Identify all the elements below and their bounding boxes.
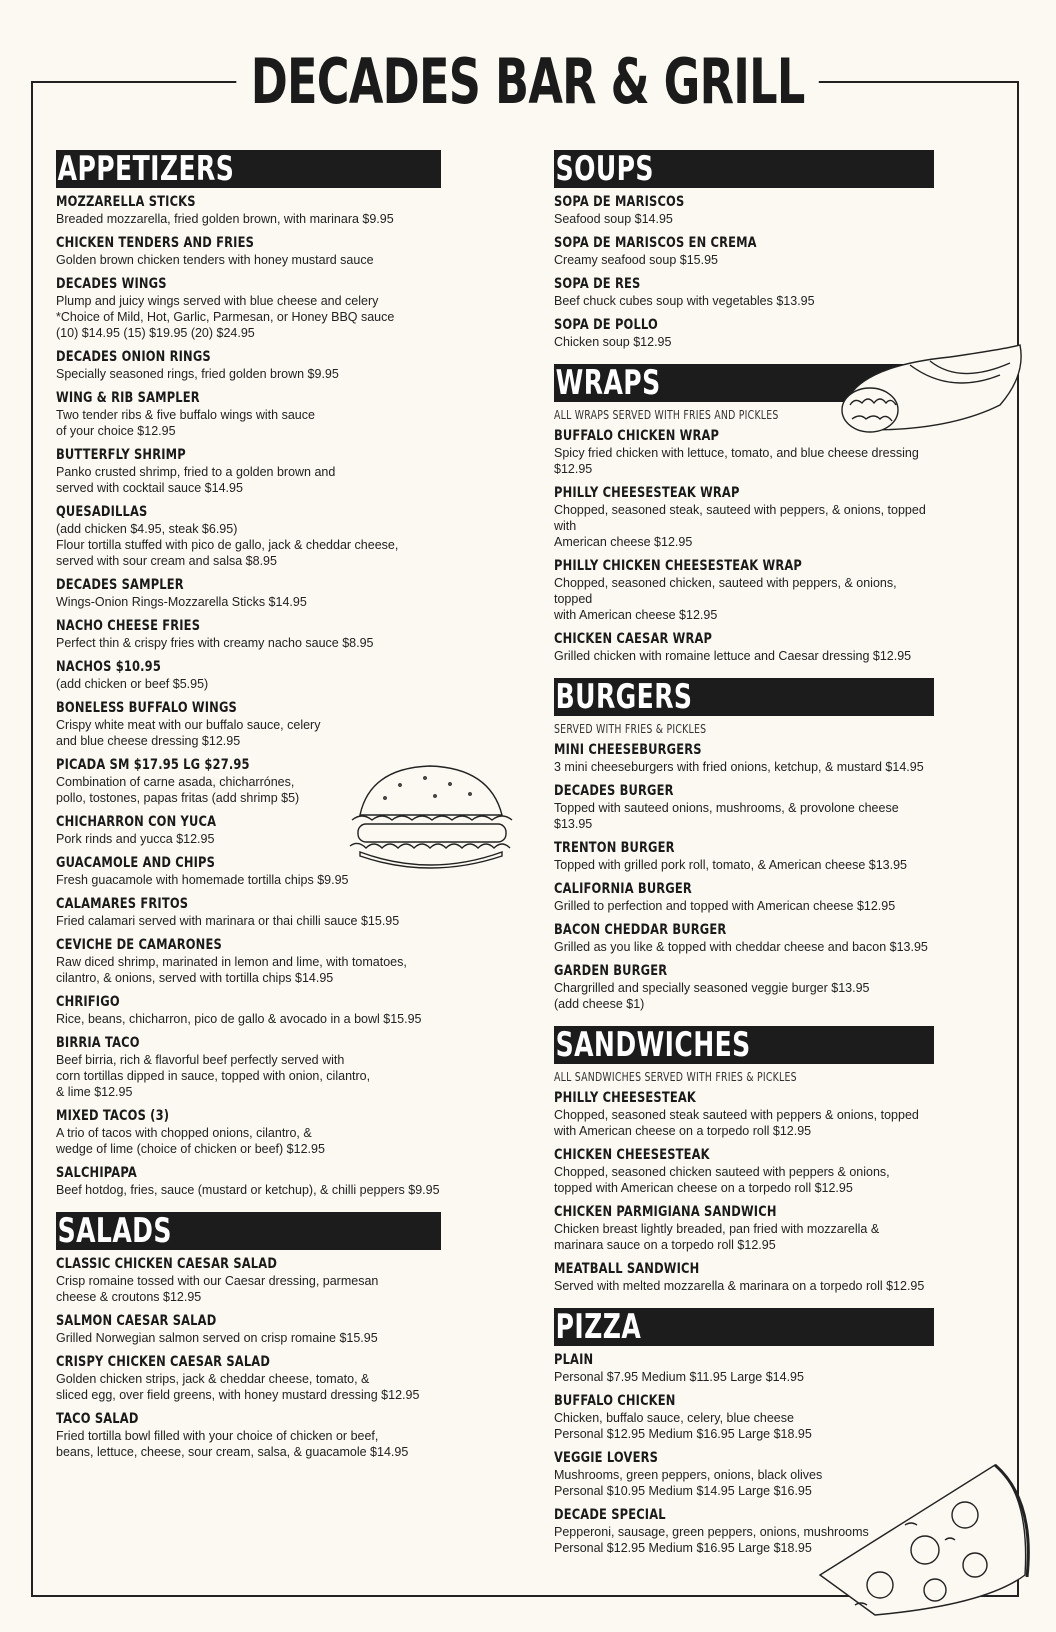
menu-item-name: BACON CHEDDAR BURGER	[554, 922, 727, 938]
menu-item-name: CHICKEN CHEESESTEAK	[554, 1147, 710, 1163]
section-appetizers	[56, 150, 441, 1198]
menu-item-description: Golden brown chicken tenders with honey mustard sauce	[56, 253, 374, 267]
menu-item	[554, 631, 934, 664]
menu-item-name: GARDEN BURGER	[554, 963, 668, 979]
menu-item-name: PHILLY CHICKEN CHEESESTEAK WRAP	[554, 558, 802, 574]
menu-item-name: CEVICHE DE CAMARONES	[56, 937, 222, 953]
menu-item-description: Crispy white meat with our buffalo sauce, celery and blue cheese dressing $12.95	[56, 718, 321, 748]
pizza-title: PIZZA	[555, 1307, 642, 1347]
menu-item	[56, 504, 441, 569]
menu-item	[554, 783, 934, 832]
menu-item-description: A trio of tacos with chopped onions, cilantro, & wedge of lime (choice of chicken or beef) $12.95	[56, 1126, 325, 1156]
menu-item	[56, 577, 441, 610]
menu-item-name: SOPA DE MARISCOS	[554, 194, 685, 210]
menu-item-description: Beef chuck cubes soup with vegetables $13.95	[554, 294, 815, 308]
menu-item-description: Served with melted mozzarella & marinara on a torpedo roll $12.95	[554, 1279, 925, 1293]
menu-item-name: TACO SALAD	[56, 1411, 139, 1427]
menu-item	[554, 1261, 934, 1294]
menu-item-description: Panko crusted shrimp, fried to a golden brown and served with cocktail sauce $14.95	[56, 465, 336, 495]
menu-item	[56, 1354, 441, 1403]
menu-item-description: Pepperoni, sausage, green peppers, onions, mushrooms Personal $12.95 Medium $16.95 Large $18.95	[554, 1525, 869, 1555]
menu-item-description: Chicken, buffalo sauce, celery, blue cheese Personal $12.95 Medium $16.95 Large $18.95	[554, 1411, 812, 1441]
menu-item-description: Chopped, seasoned steak, sauteed with peppers, & onions, topped with American cheese $12.95	[554, 503, 926, 549]
section-soups	[554, 150, 934, 350]
menu-item-name: MEATBALL SANDWICH	[554, 1261, 700, 1277]
menu-item	[56, 896, 441, 929]
menu-item-name: QUESADILLAS	[56, 504, 148, 520]
menu-item-description: Grilled chicken with romaine lettuce and Caesar dressing $12.95	[554, 649, 912, 663]
menu-item-name: CHICKEN CAESAR WRAP	[554, 631, 713, 647]
wraps-title: WRAPS	[555, 363, 661, 403]
section-sandwiches	[554, 1026, 934, 1294]
menu-item-name: TRENTON BURGER	[554, 840, 675, 856]
menu-item-description: 3 mini cheeseburgers with fried onions, ketchup, & mustard $14.95	[554, 760, 924, 774]
soups-header	[554, 150, 934, 188]
menu-item-name: GUACAMOLE AND CHIPS	[56, 855, 216, 871]
menu-item-name: SOPA DE POLLO	[554, 317, 658, 333]
pizza-header	[554, 1308, 934, 1346]
menu-item-description: Mushrooms, green peppers, onions, black olives Personal $10.95 Medium $14.95 Large $16.95	[554, 1468, 823, 1498]
menu-item-description: Seafood soup $14.95	[554, 212, 673, 226]
menu-item	[554, 194, 934, 227]
restaurant-title: DECADES BAR & GRILL	[237, 42, 820, 122]
section-salads	[56, 1212, 441, 1460]
menu-item	[554, 922, 934, 955]
appetizers-header	[56, 150, 441, 188]
menu-item-name: DECADES BURGER	[554, 783, 674, 799]
menu-item-name: CRISPY CHICKEN CAESAR SALAD	[56, 1354, 271, 1370]
menu-item	[56, 1411, 441, 1460]
menu-item	[56, 937, 441, 986]
menu-item-name: MOZZARELLA STICKS	[56, 194, 196, 210]
menu-item-name: NACHO CHEESE FRIES	[56, 618, 201, 634]
menu-item-description: Chicken soup $12.95	[554, 335, 672, 349]
menu-item-name: BIRRIA TACO	[56, 1035, 140, 1051]
menu-item-name: BUFFALO CHICKEN WRAP	[554, 428, 720, 444]
menu-item-name: CLASSIC CHICKEN CAESAR SALAD	[56, 1256, 278, 1272]
menu-item	[56, 659, 441, 692]
menu-item	[56, 235, 441, 268]
sandwiches-note: ALL SANDWICHES SERVED WITH FRIES & PICKLES	[554, 1070, 797, 1084]
menu-item-description: Combination of carne asada, chicharrónes, pollo, tostones, papas fritas (add shrimp $5)	[56, 775, 300, 805]
menu-item-name: DECADES WINGS	[56, 276, 167, 292]
menu-item-name: BUFFALO CHICKEN	[554, 1393, 676, 1409]
menu-item	[56, 194, 441, 227]
menu-item-name: SALMON CAESAR SALAD	[56, 1313, 217, 1329]
menu-item	[554, 963, 934, 1012]
menu-item-description: Fresh guacamole with homemade tortilla chips $9.95	[56, 873, 349, 887]
menu-item-name: CHICKEN TENDERS AND FRIES	[56, 235, 255, 251]
soups-title: SOUPS	[555, 149, 654, 189]
salads-title: SALADS	[57, 1211, 172, 1251]
menu-item-name: CHICHARRON CON YUCA	[56, 814, 217, 830]
menu-item-name: PLAIN	[554, 1352, 594, 1368]
sandwiches-header	[554, 1026, 934, 1064]
menu-item-name: DECADE SPECIAL	[554, 1507, 666, 1523]
menu-item-description: Personal $7.95 Medium $11.95 Large $14.95	[554, 1370, 804, 1384]
menu-item-name: BONELESS BUFFALO WINGS	[56, 700, 237, 716]
burgers-header	[554, 678, 934, 716]
sandwiches-title: SANDWICHES	[555, 1025, 751, 1065]
salads-header	[56, 1212, 441, 1250]
menu-item-description: Chopped, seasoned chicken sauteed with peppers & onions, topped with American cheese on a torpedo roll $12.95	[554, 1165, 890, 1195]
menu-item-description: Breaded mozzarella, fried golden brown, with marinara $9.95	[56, 212, 394, 226]
menu-item	[56, 1108, 441, 1157]
menu-item	[56, 1035, 441, 1100]
menu-item	[56, 349, 441, 382]
menu-item-name: PICADA SM $17.95 LG $27.95	[56, 757, 250, 773]
menu-item-name: CHRIFIGO	[56, 994, 120, 1010]
menu-item-description: Chopped, seasoned steak sauteed with peppers & onions, topped with American cheese on a torpedo roll $12.95	[554, 1108, 919, 1138]
menu-item-name: BUTTERFLY SHRIMP	[56, 447, 186, 463]
menu-item	[554, 276, 934, 309]
menu-item-description: Crisp romaine tossed with our Caesar dressing, parmesan cheese & croutons $12.95	[56, 1274, 379, 1304]
menu-item-description: (add chicken $4.95, steak $6.95) Flour tortilla stuffed with pico de gallo, jack & cheddar cheese, served with sour cream and salsa $8.95	[56, 522, 399, 568]
appetizers-title: APPETIZERS	[57, 149, 235, 189]
menu-item-description: Beef hotdog, fries, sauce (mustard or ketchup), & chilli peppers $9.95	[56, 1183, 440, 1197]
title-wrap	[0, 42, 1056, 122]
menu-item-description: Rice, beans, chicharron, pico de gallo & avocado in a bowl $15.95	[56, 1012, 422, 1026]
menu-item-name: CHICKEN PARMIGIANA SANDWICH	[554, 1204, 777, 1220]
menu-item-description: Perfect thin & crispy fries with creamy nacho sauce $8.95	[56, 636, 374, 650]
menu-item-name: VEGGIE LOVERS	[554, 1450, 659, 1466]
menu-item-name: CALAMARES FRITOS	[56, 896, 189, 912]
menu-item-description: Grilled as you like & topped with cheddar cheese and bacon $13.95	[554, 940, 928, 954]
menu-item-description: Plump and juicy wings served with blue cheese and celery *Choice of Mild, Hot, Garlic, Parmesan, or Honey BBQ sauce (10) $14.95 (15) $19.95 (20) $24.95	[56, 294, 395, 340]
menu-item-description: Grilled Norwegian salmon served on crisp romaine $15.95	[56, 1331, 378, 1345]
menu-item-description: (add chicken or beef $5.95)	[56, 677, 209, 691]
menu-item-description: Two tender ribs & five buffalo wings with sauce of your choice $12.95	[56, 408, 315, 438]
menu-item-name: SOPA DE MARISCOS EN CREMA	[554, 235, 757, 251]
menu-item	[554, 485, 934, 550]
menu-item-name: MINI CHEESEBURGERS	[554, 742, 702, 758]
menu-item	[56, 1165, 441, 1198]
menu-item-name: NACHOS $10.95	[56, 659, 161, 675]
menu-item-name: WING & RIB SAMPLER	[56, 390, 200, 406]
menu-item	[554, 881, 934, 914]
menu-item	[554, 1352, 934, 1385]
burgers-title: BURGERS	[555, 677, 693, 717]
wraps-note: ALL WRAPS SERVED WITH FRIES AND PICKLES	[554, 408, 779, 422]
menu-item	[554, 558, 934, 623]
menu-item	[56, 1313, 441, 1346]
menu-item-description: Fried tortilla bowl filled with your choice of chicken or beef, beans, lettuce, cheese, sour cream, salsa, & guacamole $14.95	[56, 1429, 409, 1459]
menu-item-name: PHILLY CHEESESTEAK	[554, 1090, 696, 1106]
section-burgers	[554, 678, 934, 1012]
menu-item-name: SALCHIPAPA	[56, 1165, 137, 1181]
pizza-illustration	[815, 1455, 1040, 1620]
menu-item	[554, 1147, 934, 1196]
menu-item-description: Spicy fried chicken with lettuce, tomato, and blue cheese dressing $12.95	[554, 446, 919, 476]
menu-item-description: Creamy seafood soup $15.95	[554, 253, 718, 267]
menu-item-description: Beef birria, rich & flavorful beef perfectly served with corn tortillas dipped in sauce, topped with onion, cilantro, & lime $12.95	[56, 1053, 371, 1099]
menu-item-description: Fried calamari served with marinara or thai chilli sauce $15.95	[56, 914, 400, 928]
menu-item-description: Pork rinds and yucca $12.95	[56, 832, 215, 846]
burgers-note: SERVED WITH FRIES & PICKLES	[554, 722, 707, 736]
menu-item	[56, 390, 441, 439]
menu-item-description: Grilled to perfection and topped with American cheese $12.95	[554, 899, 896, 913]
menu-item-description: Topped with grilled pork roll, tomato, & American cheese $13.95	[554, 858, 907, 872]
menu-item	[554, 1393, 934, 1442]
menu-item-description: Chicken breast lightly breaded, pan fried with mozzarella & marinara sauce on a torpedo roll $12.95	[554, 1222, 880, 1252]
menu-item-description: Wings-Onion Rings-Mozzarella Sticks $14.95	[56, 595, 307, 609]
menu-item-description: Specially seasoned rings, fried golden brown $9.95	[56, 367, 339, 381]
menu-item-name: DECADES ONION RINGS	[56, 349, 211, 365]
menu-item	[554, 742, 934, 775]
burger-illustration	[330, 760, 530, 880]
menu-item-description: Chargrilled and specially seasoned veggie burger $13.95 (add cheese $1)	[554, 981, 870, 1011]
menu-item-name: MIXED TACOS (3)	[56, 1108, 170, 1124]
menu-item	[554, 1090, 934, 1139]
menu-item	[554, 1204, 934, 1253]
menu-item-description: Golden chicken strips, jack & cheddar cheese, tomato, & sliced egg, over field greens, with honey mustard dressing $12.95	[56, 1372, 420, 1402]
menu-item	[554, 235, 934, 268]
menu-item-name: CALIFORNIA BURGER	[554, 881, 692, 897]
menu-item-name: SOPA DE RES	[554, 276, 641, 292]
menu-item	[56, 994, 441, 1027]
menu-item-description: Raw diced shrimp, marinated in lemon and lime, with tomatoes, cilantro, & onions, served with tortilla chips $14.95	[56, 955, 407, 985]
menu-item-description: Chopped, seasoned chicken, sauteed with peppers, & onions, topped with American cheese $12.95	[554, 576, 897, 622]
menu-item	[56, 447, 441, 496]
menu-item	[554, 840, 934, 873]
menu-item-description: Topped with sauteed onions, mushrooms, & provolone cheese $13.95	[554, 801, 899, 831]
menu-item-name: PHILLY CHEESESTEAK WRAP	[554, 485, 740, 501]
menu-item	[56, 618, 441, 651]
menu-item	[56, 700, 441, 749]
wrap-illustration	[830, 335, 1030, 445]
menu-item	[56, 1256, 441, 1305]
menu-item-name: DECADES SAMPLER	[56, 577, 184, 593]
menu-item	[56, 276, 441, 341]
